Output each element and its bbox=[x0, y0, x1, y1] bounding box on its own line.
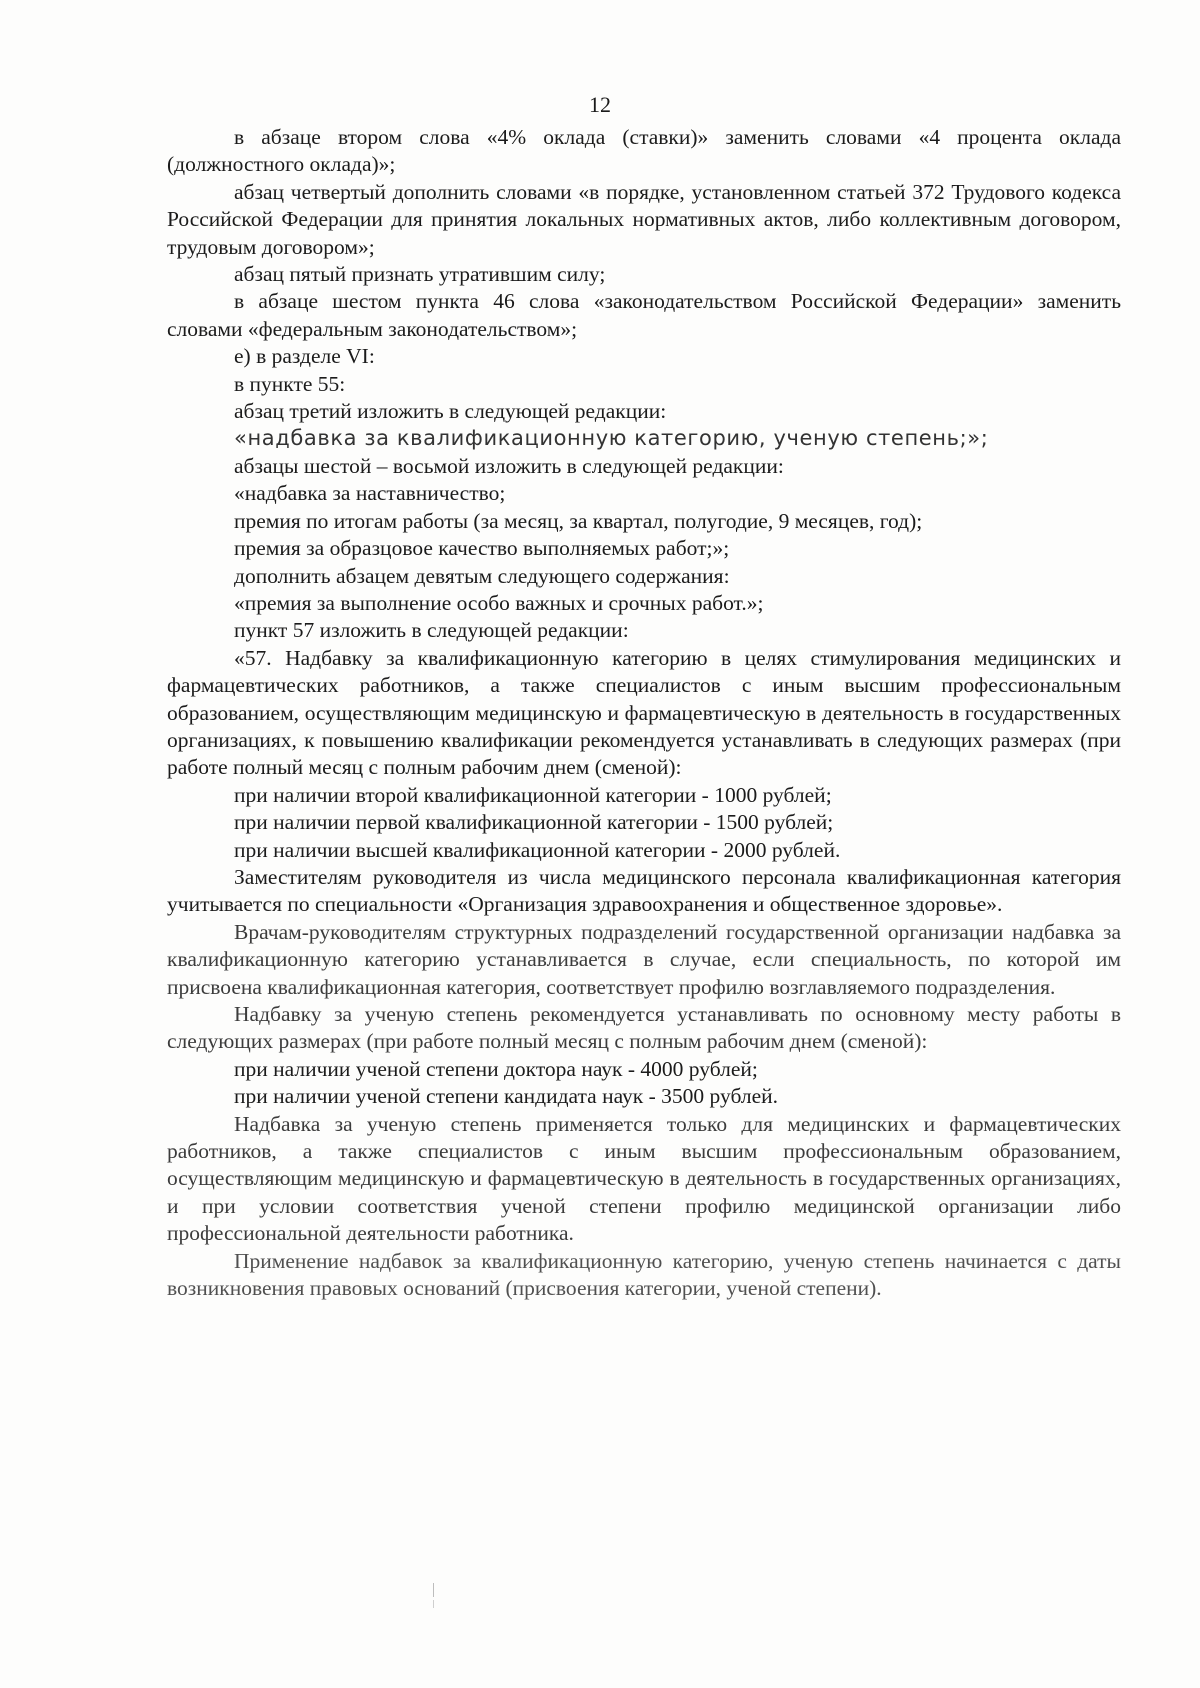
paragraph: «надбавка за наставничество; bbox=[234, 481, 506, 506]
paragraph: премия по итогам работы (за месяц, за квартал, полугодие, 9 месяцев, год); bbox=[234, 508, 923, 533]
scan-artifact bbox=[433, 1583, 434, 1597]
list-item: при наличии первой квалификационной категории - 1500 рублей; bbox=[234, 810, 834, 835]
paragraph: в абзаце шестом пункта 46 слова «законодательством Российской Федерации» заменить словами «федеральным законодательством»; bbox=[167, 289, 1121, 341]
page-number: 12 bbox=[589, 92, 611, 117]
paragraph: абзац пятый признать утратившим силу; bbox=[234, 262, 606, 287]
paragraph: в абзаце втором слова «4% оклада (ставки)» заменить словами «4 процента оклада (должностного оклада)»; bbox=[167, 125, 1121, 177]
paragraph: е) в разделе VI: bbox=[234, 344, 375, 369]
paragraph: Применение надбавок за квалификационную категорию, ученую степень начинается с даты возникновения правовых оснований (присвоения категории, ученой степени). bbox=[167, 1248, 1121, 1301]
paragraph: премия за образцовое качество выполняемых работ;»; bbox=[234, 536, 730, 561]
paragraph: абзацы шестой – восьмой изложить в следующей редакции: bbox=[234, 453, 784, 478]
paragraph: пункт 57 изложить в следующей редакции: bbox=[234, 618, 629, 643]
paragraph: Надбавку за ученую степень рекомендуется устанавливать по основному месту работы в следующих размерах (при работе полный месяц с полным рабочим днем (сменой): bbox=[167, 1002, 1121, 1054]
paragraph: в пункте 55: bbox=[234, 371, 346, 396]
paragraph-point-57: «57. Надбавку за квалификационную категорию в целях стимулирования медицинских и фармацевтических работников, а также специалистов с иным высшим профессиональным образованием, осуществляющим медицинскую и фармацевтическую в деятельность в государственных организациях, к повышению квалификации рекомендуется устанавливать в следующих размерах (при работе полный месяц с полным рабочим днем (сменой): bbox=[167, 645, 1121, 780]
paragraph: Надбавка за ученую степень применяется только для медицинских и фармацевтических работников, а также специалистов с иным высшим профессиональным образованием, осуществляющим медицинскую и фармацевтическую в деятельность в государственных организациях, и при условии соответствия ученой степени профилю медицинской организации либо профессиональной деятельности работника. bbox=[167, 1111, 1121, 1246]
paragraph-inserted-text: «надбавка за квалификационную категорию, ученую степень;»; bbox=[234, 426, 989, 451]
scan-artifact bbox=[433, 1600, 434, 1608]
paragraph: дополнить абзацем девятым следующего содержания: bbox=[234, 563, 730, 588]
list-item: при наличии ученой степени кандидата наук - 3500 рублей. bbox=[234, 1084, 779, 1109]
list-item: при наличии высшей квалификационной категории - 2000 рублей. bbox=[234, 837, 841, 862]
paragraph: абзац третий изложить в следующей редакции: bbox=[234, 399, 667, 424]
paragraph: абзац четвертый дополнить словами «в порядке, установленном статьей 372 Трудового кодекса Российской Федерации для принятия локальных нормативных актов, либо коллективным договором, трудовым договором»; bbox=[167, 179, 1121, 259]
list-item: при наличии второй квалификационной категории - 1000 рублей; bbox=[234, 782, 832, 807]
paragraph: Врачам-руководителям структурных подразделений государственной организации надбавка за квалификационную категорию устанавливается в случае, если специальность, по которой им присвоена квалификационная категория, соответствует профилю возглавляемого подразделения. bbox=[167, 919, 1121, 999]
list-item: при наличии ученой степени доктора наук - 4000 рублей; bbox=[234, 1056, 758, 1081]
document-body bbox=[167, 124, 1121, 1302]
paragraph: «премия за выполнение особо важных и срочных работ.»; bbox=[234, 590, 764, 615]
paragraph: Заместителям руководителя из числа медицинского персонала квалификационная категория учитывается по специальности «Организация здравоохранения и общественное здоровье». bbox=[167, 864, 1121, 917]
